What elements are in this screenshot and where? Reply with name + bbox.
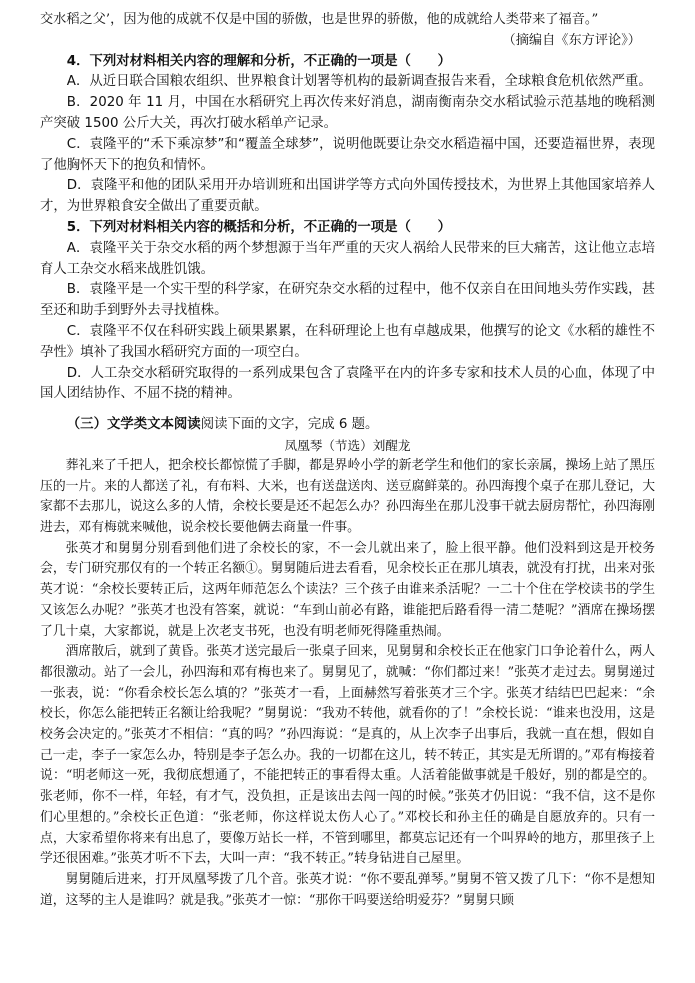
question-4-option-d[interactable]: D．袁隆平和他的团队采用开办培训班和出国讲学等方式向外国传授技术，为世界上其他国家培养人才，为世界粮食安全做出了重要贡献。 [40, 178, 655, 215]
question-4 [40, 52, 655, 218]
question-4-option-a[interactable]: A．从近日联合国粮农组织、世界粮食计划署等机构的最新调查报告来看，全球粮食危机依然严重。 [66, 74, 652, 90]
story-paragraph-4: 舅舅随后进来，打开凤凰琴拨了几个音。张英才说：“你不要乱弹琴。”舅舅不管又拨了几下：“你不是想知道，这琴的主人是谁吗？就是我。”张英才一惊：“那你干吗要送给明爱芬？”舅舅只顾 [40, 872, 655, 908]
section-3-label: （三）文学类文本阅读 [66, 417, 201, 433]
question-4-stem[interactable]: 4．下列对材料相关内容的理解和分析，不正确的一项是（ ） [66, 53, 452, 69]
story-paragraph-1: 葬礼来了千把人，把余校长都惊慌了手脚，都是界岭小学的新老学生和他们的家长亲属，操场上站了黑压压的一片。来的人都送了礼，有布料、大米，也有送盘送肉、送豆腐鲜菜的。孙四海搜个桌子在那儿登记，大家都不去那儿，说这么多的人情，余校长要是还不起怎么办？孙四海坐在那儿没事干就去厨房帮忙，孙四海刚进去，邓有梅就来喊他，说余校长要他俩去商量一件事。 [40, 457, 655, 536]
question-5-option-a[interactable]: A．袁隆平关于杂交水稻的两个梦想源于当年严重的天灾人祸给人民带来的巨大痛苦，这让他立志培育人工杂交水稻来战胜饥饿。 [40, 240, 655, 277]
question-4-option-b[interactable]: B．2020 年 11 月，中国在水稻研究上再次传来好消息，湖南衡南杂交水稻试验示范基地的晚稻测产突破 1500 公斤大关，再次打破水稻单产记录。 [40, 95, 655, 131]
story-title: 凤凰琴（节选）刘醒龙 [284, 437, 411, 453]
question-4-option-c[interactable]: C．袁隆平的“禾下乘凉梦”和“覆盖全球梦”，说明他既要让杂交水稻造福中国，还要造福世界，表现了他胸怀天下的抱负和情怀。 [40, 136, 655, 173]
question-5-stem[interactable]: 5．下列对材料相关内容的概括和分析，不正确的一项是（ ） [66, 219, 452, 235]
story-body [40, 456, 655, 911]
story-paragraph-3: 酒席散后，就到了黄昏。张英才送完最后一张桌子回来，见舅舅和余校长正在他家门口争论着什么，两人都很激动。站了一会儿，孙四海和邓有梅也来了。舅舅见了，就喊：“你们都过来！”张英才走过去。舅舅递过一张表，说：“你看余校长怎么填的？”张英才一看，上面赫然写着张英才三个字。张英才结结巴巴起来：“余校长，你怎么能把转正名额让给我呢？”舅舅说：“我劝不转他，就看你的了！”余校长说：“谁来也没用，这是校务会决定的。”张英才不相信：“真的吗？”孙四海说：“是真的，从上次李子出事后，我就一直在想，假如自己一走，李子一家怎么办，特别是李子怎么办。我的一切都在这儿，转不转正，其实是无所谓的。”邓有梅接着说：“明老师这一死，我彻底想通了，不能把转正的事看得太重。人活着能做事就是千般好，别的都是空的。张老师，你不一样，年轻，有才气，没负担，正是该出去闯一闯的时候。”张英才仍旧说：“我不信，这不是你们心里想的。”余校长正色道：“张老师，你这样说太伤人心了。”邓校长和孙主任的确是自愿放弃的。只有一点，大家希望你将来有出息了，要像万站长一样，不管到哪里，都莫忘记还有一个叫界岭的地方，那里孩子上学还很困难。”张英才听不下去，大叫一声：“我不转正。”转身钻进自己屋里。 [40, 644, 655, 867]
source-citation: （摘编自《东方评论》） [502, 32, 641, 48]
top-paragraph-tail: 交水稻之父’，因为他的成就不仅是中国的骄傲，也是世界的骄傲，他的成就给人类带来了福音。” [40, 12, 599, 27]
story-paragraph-2: 张英才和舅舅分别看到他们进了余校长的家，不一会儿就出来了，脸上很平静。他们没料到这是开校务会，专门研究那仅有的一个转正名额①。舅舅随后进去看看，见余校长正在那儿填表，就没有打扰，出来对张英才说：“余校长要转正后，这两年师范怎么个读法？三个孩子由谁来杀活呢？一二十个住在学校读书的学生又该怎么办呢？”张英才也没有答案，就说：“车到山前必有路，谁能把后路看得一清二楚呢？”酒席在操场摆了几十桌，大家都说，就是上次老支书死，也没有明老师死得隆重热闹。 [40, 540, 655, 639]
question-5-option-d[interactable]: D．人工杂交水稻研究取得的一系列成果包含了袁隆平在内的许多专家和技术人员的心血，体现了中国人团结协作、不屈不挠的精神。 [40, 365, 655, 402]
question-5-option-b[interactable]: B．袁隆平是一个实干型的科学家，在研究杂交水稻的过程中，他不仅亲自在田间地头劳作实践，甚至还和助手到野外去寻找植株。 [40, 282, 655, 319]
question-5 [40, 218, 655, 405]
section-3-instruction: 阅读下面的文字，完成 6 题。 [200, 417, 379, 433]
question-5-option-c[interactable]: C．袁隆平不仅在科研实践上硕果累累，在科研理论上也有卓越成果，他撰写的论文《水稻的雄性不孕性》填补了我国水稻研究方面的一项空白。 [40, 323, 655, 360]
section-3-heading [40, 415, 655, 436]
